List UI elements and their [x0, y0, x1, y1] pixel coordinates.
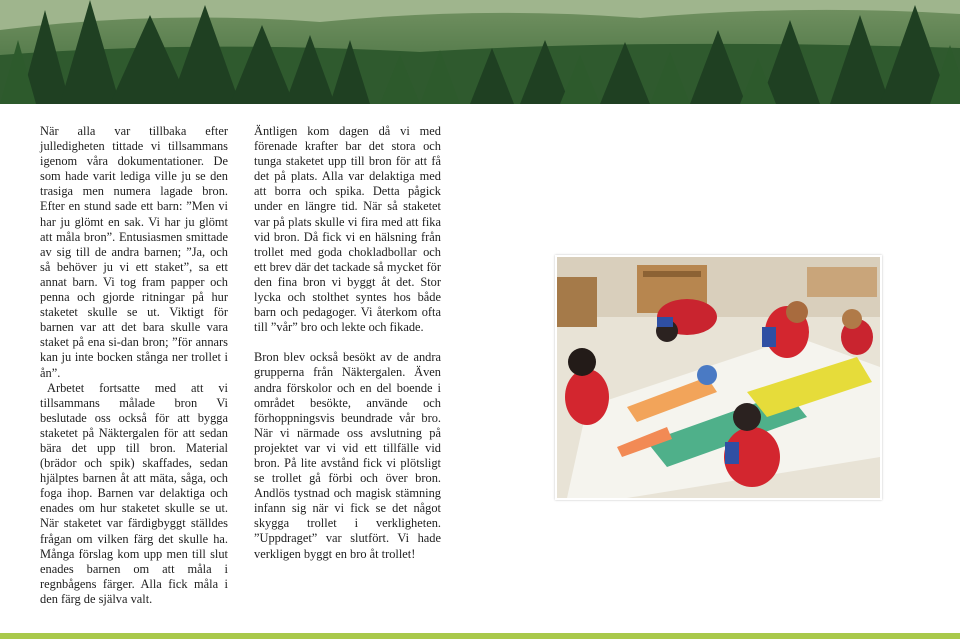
- text-column-right: [254, 124, 441, 562]
- paragraph: Bron blev också besökt av de andra grupperna från Näktergalen. Även andra förskolor och en del boende i området besökte, använde och förhoppningsvis beundrade vår bro. När vi närmade oss avslutning på projektet var vi vid ett tillfälle vid bron. På lite avstånd fick vi plötsligt se trollet gå förbi och över bron. Andlös tystnad och magisk stämning infann sig när vi fick se det något skygga trollet i verkligheten. ”Uppdraget” var slutfört. Vi hade verkligen byggt en bro åt trollet!: [254, 350, 441, 561]
- text-column-left: [40, 124, 228, 607]
- forest-banner: [0, 0, 960, 104]
- photo-image: [557, 257, 880, 498]
- paragraph: Arbetet fortsatte med att vi tillsammans målade bron Vi beslutade oss också för att bygga staketet på Näktergalen för att sedan bära det upp till bron. Material (brädor och spik) skaffades, sedan hjälptes barnen åt att mäta, såga, och foga ihop. Barnen var delaktiga och enades om hur staketet skulle se ut. När staketet var färdigbyggt ställdes frågan om vilken färg det skulle ha. Många förslag kom upp men till slut enades barnen om att måla i regnbågens färger. Alla fick måla i den färg de själva valt.: [40, 380, 228, 606]
- children-painting-photo: [555, 255, 882, 500]
- paragraph: När alla var tillbaka efter julledigheten tittade vi tillsammans igenom våra dokumentationer. De som hade varit lediga ville ju se den trasiga men numera lagade bron. Efter en stund sade ett barn: ”Men vi har ju glömt en sak. Vi har ju glömt att måla bron”. Entusiasmen smittade av sig till de andra barnen; ”Ja, och så behöver ju vi ett staket”, sa ett annat barn. Vi tog fram papper och penna och gjorde ritningar på hur staketet skulle se ut. Viktigt för barnen var att det bara skulle vara staket på ena si-dan bron; ”för annars kan ju inte bocken stånga ner trollet i ån”.: [40, 124, 228, 380]
- paragraph: Äntligen kom dagen då vi med förenade krafter bar det stora och tunga staketet upp till bron för att få det på plats. Alla var delaktiga med att borra och spika. Detta pågick under en längre tid. När så staketet var på plats skulle vi fira med att fika vid bron. Då fick vi en hälsning från trollet med goda chokladbollar och ett brev där det tackade så mycket för den fina bron vi byggt åt det. Stor lycka och stolthet syntes hos både barn och pedagoger. Vi återkom ofta till ”vår” bro och lekte och fikade.: [254, 124, 441, 335]
- forest-banner-image: [0, 0, 960, 104]
- footer-accent-bar: [0, 633, 960, 639]
